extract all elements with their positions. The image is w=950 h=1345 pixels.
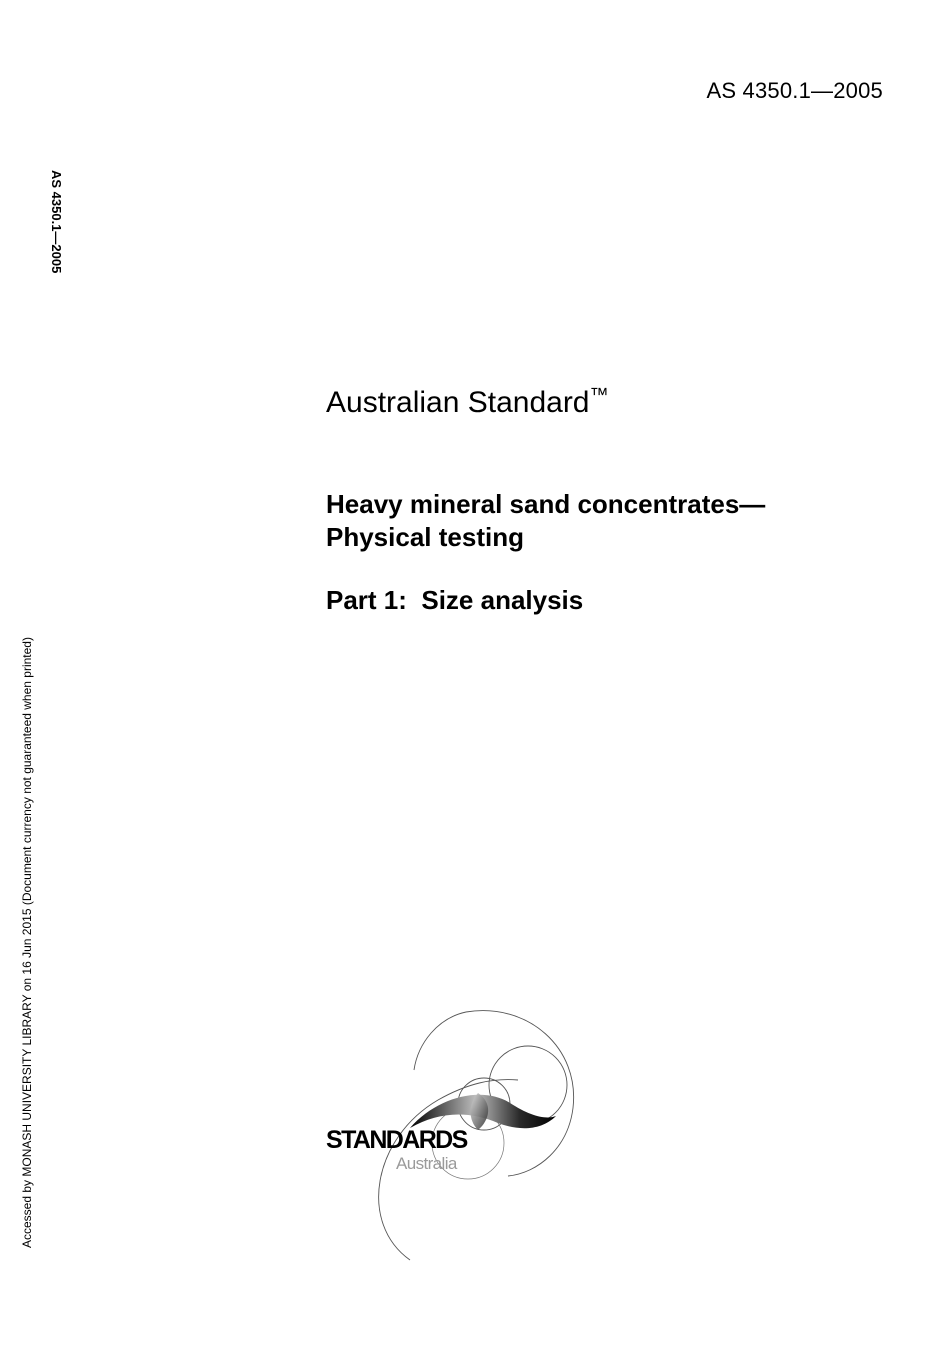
access-watermark-note: Accessed by MONASH UNIVERSITY LIBRARY on 16 Jun 2015 (Document currency not guaranteed when printed) (20, 637, 34, 1248)
logo-subtitle: Australia (396, 1154, 457, 1173)
title-line-2: Physical testing (326, 522, 524, 552)
document-number: AS 4350.1—2005 (706, 78, 883, 103)
part-title: Part 1: Size analysis (326, 585, 584, 615)
title-line-1: Heavy mineral sand concentrates— (326, 489, 766, 519)
standards-australia-logo (318, 1008, 588, 1268)
series-label: Australian Standard (326, 386, 590, 419)
spine-document-number: AS 4350.1—2005 (49, 170, 64, 274)
series-name (326, 385, 609, 420)
trademark-symbol: ™ (589, 385, 609, 406)
logo-wordmark: STANDARDS (326, 1126, 467, 1154)
document-title (326, 488, 765, 554)
